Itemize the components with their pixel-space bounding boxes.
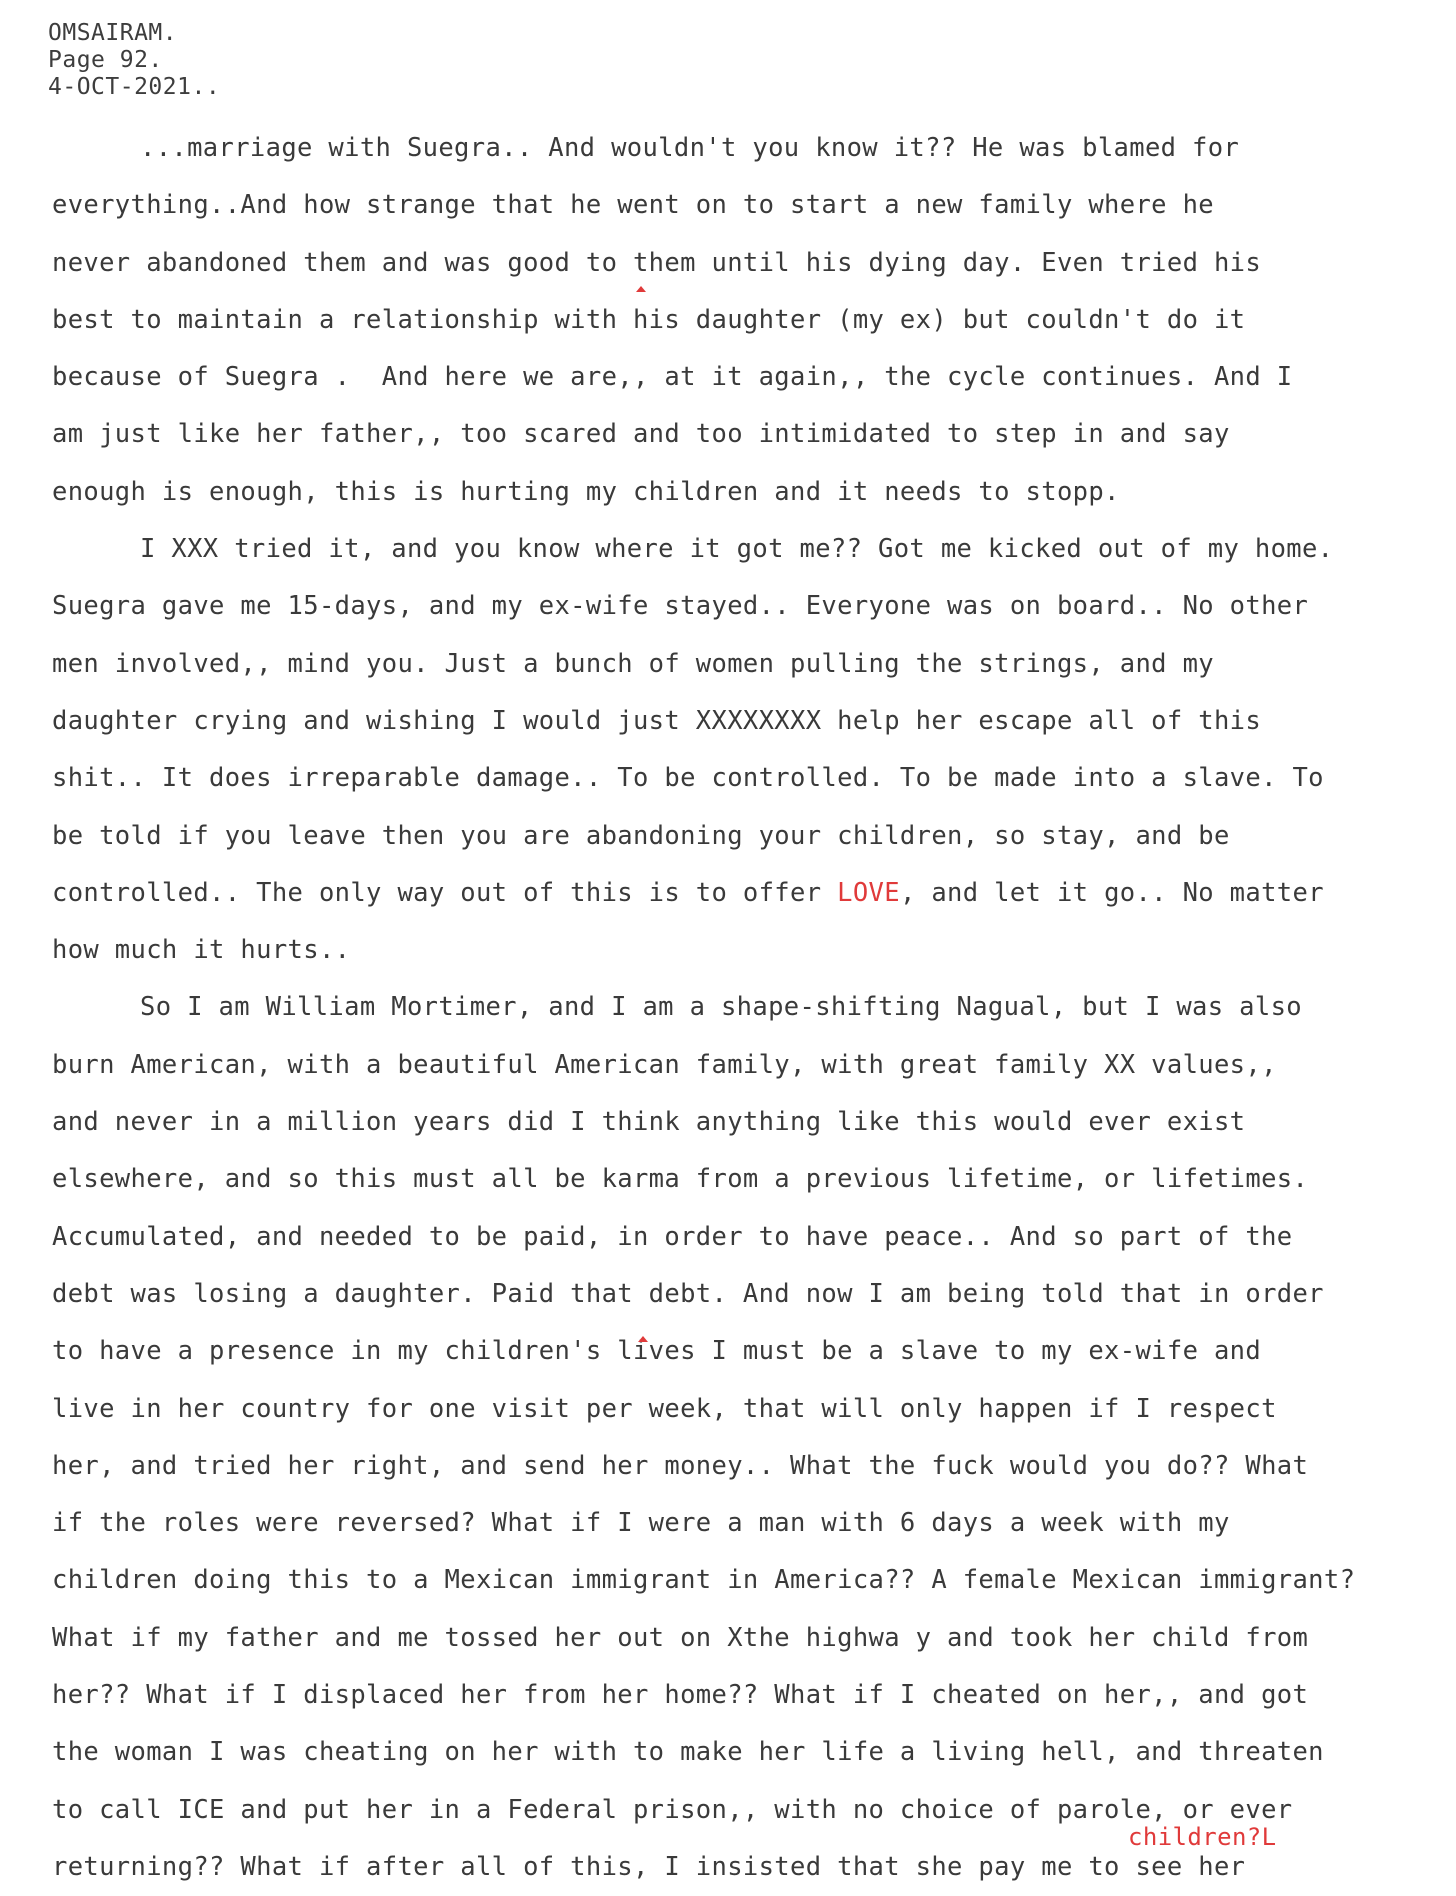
text-line: and never in a million years did I think anything like this would ever exist — [52, 1107, 1246, 1138]
red-emphasis-word: LOVE — [837, 877, 900, 908]
red-insertion-note: children?L — [1128, 1823, 1277, 1851]
page-header — [48, 20, 220, 101]
body-text — [52, 120, 1442, 1896]
text-line: am just like her father,, too scared and too intimidated to step in and say — [52, 419, 1230, 450]
header-page-number: Page 92. — [48, 47, 163, 73]
text-line: to call ICE and put her in a Federal prison,, with no choice of parole, or ever — [52, 1794, 1293, 1825]
text-line: her?? What if I displaced her from her home?? What if I cheated on her,, and got — [52, 1680, 1309, 1711]
text-line: men involved,, mind you. Just a bunch of women pulling the strings, and my — [52, 648, 1214, 679]
text-line: everything..And how strange that he went on to start a new family where he — [52, 190, 1214, 221]
text-line: Accumulated, and needed to be paid, in order to have peace.. And so part of the — [52, 1221, 1293, 1252]
text-line: So I am William Mortimer, and I am a shape-shifting Nagual, but I was also — [140, 992, 1302, 1023]
text-line: never abandoned them and was good to them until his dying day. Even tried his — [52, 247, 1262, 278]
text-line: burn American, with a beautiful American family, with great family XX values,, — [52, 1049, 1277, 1080]
text-line: debt was losing a daughter. Paid that debt. And now I am being told that in order — [52, 1278, 1324, 1309]
text-line: her, and tried her right, and send her money.. What the fuck would you do?? What — [52, 1450, 1309, 1481]
text-line: Suegra gave me 15-days, and my ex-wife stayed.. Everyone was on board.. No other — [52, 591, 1309, 622]
text-line: live in her country for one visit per week, that will only happen if I respect — [52, 1393, 1277, 1424]
text-line: What if my father and me tossed her out on Xthe highwa y and took her child from — [52, 1622, 1309, 1653]
red-insertion-caret — [638, 1336, 648, 1342]
text-segment: controlled.. The only way out of this is to offer — [52, 877, 838, 908]
text-line: to have a presence in my children's lives I must be a slave to my ex-wife and — [52, 1336, 1262, 1367]
text-line: shit.. It does irreparable damage.. To be controlled. To be made into a slave. To — [52, 763, 1324, 794]
text-line: because of Suegra . And here we are,, at it again,, the cycle continues. And I — [52, 362, 1293, 393]
text-line: enough is enough, this is hurting my children and it needs to stopp. — [52, 476, 1120, 507]
text-line: best to maintain a relationship with his daughter (my ex) but couldn't do it — [52, 304, 1246, 335]
text-line: returning?? What if after all of this, I insisted that she pay me to see her — [52, 1851, 1246, 1882]
text-line: I XXX tried it, and you know where it got me?? Got me kicked out of my home. — [140, 534, 1334, 565]
text-segment: , and let it go.. No matter — [899, 877, 1324, 908]
text-line: children doing this to a Mexican immigrant in America?? A female Mexican immigrant? — [52, 1565, 1356, 1596]
header-title: OMSAIRAM. — [48, 20, 178, 46]
header-date: 4-OCT-2021.. — [48, 74, 221, 100]
text-line — [52, 865, 1442, 922]
red-insertion-caret — [636, 286, 646, 292]
text-line: elsewhere, and so this must all be karma from a previous lifetime, or lifetimes. — [52, 1164, 1309, 1195]
text-line: ...marriage with Suegra.. And wouldn't you know it?? He was blamed for — [140, 133, 1240, 163]
text-line: how much it hurts.. — [52, 935, 351, 966]
text-line: daughter crying and wishing I would just XXXXXXXX help her escape all of this — [52, 705, 1262, 736]
text-line: the woman I was cheating on her with to make her life a living hell, and threaten — [52, 1737, 1324, 1768]
text-line: be told if you leave then you are abandoning your children, so stay, and be — [52, 820, 1230, 851]
text-line: if the roles were reversed? What if I were a man with 6 days a week with my — [52, 1508, 1230, 1539]
